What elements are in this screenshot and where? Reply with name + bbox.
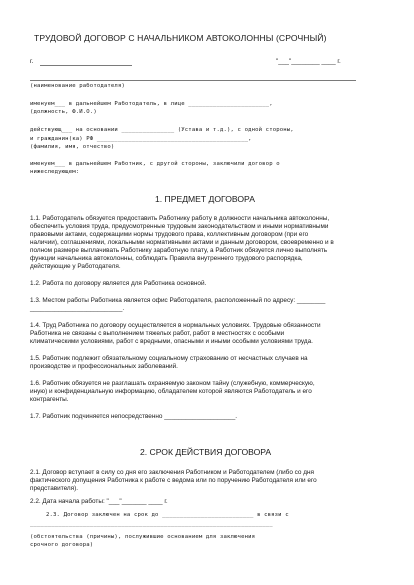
employer-caption: (наименование работодателя) (30, 83, 125, 89)
paragraph-line: правовыми актами, содержащими нормы трудового права, коллективным договором (при его (30, 231, 309, 238)
city-blank-line (40, 65, 132, 66)
paragraph-line: функции начальника автоколонны, соблюдать Правила внутреннего трудового распорядка, (30, 255, 303, 262)
document-title: ТРУДОВОЙ ДОГОВОР С НАЧАЛЬНИКОМ АВТОКОЛОННЫ (СРОЧНЫЙ) (34, 33, 327, 43)
paragraph-line: 1.5. Работник подлежит обязательному социальному страхованию от несчастных случаев на (30, 355, 308, 362)
paragraph-line: 1.4. Труд Работника по договору осуществляется в нормальных условиях. Трудовые обязанности (30, 322, 321, 329)
paragraph-1-2: 1.2. Работа по договору является для Работника основной. (30, 280, 207, 287)
intro-employer-line: именуем___ в дальнейшем Работодатель, в лице _______________________, (30, 101, 273, 107)
paragraph-line: производстве и профессиональных заболеваний. (30, 363, 178, 370)
paragraph-line: полном размере выплачивать Работнику заработную плату, а Работник обязуется лично выполнять (30, 247, 328, 254)
term-reason-caption: (обстоятельства (причины), послужившие основанием для заключения (30, 534, 256, 540)
paragraph-1-7: 1.7. Работник подчиняется непосредственно ____________________. (30, 413, 238, 420)
paragraph-line: действующие у Работодателя. (30, 263, 121, 270)
employer-name-line (30, 80, 356, 81)
paragraph-line: 1.6. Работник обязуется не разглашать охраняемую законом тайну (служебную, коммерческую, (30, 380, 315, 387)
representative-caption: (должность, Ф.И.О.) (30, 109, 97, 115)
paragraph-line: представителя). (30, 485, 79, 492)
intro-employee-line: и гражданин(ка) РФ ___________________________________________, (30, 136, 252, 142)
paragraph-line: 1.1. Работодатель обязуется предоставить Работнику работу в должности начальника автоколонны, (30, 215, 330, 222)
paragraph-2-3: 2.3. Договор заключен на срок до __________________________ в связи с (46, 512, 289, 518)
city-label: г. (30, 58, 34, 65)
paragraph-line: фактического допущения Работника к работе с ведома или по поручению Работодателя или его (30, 477, 317, 484)
paragraph-2-3-continuation: _____________________________________________________________________ (30, 521, 273, 527)
term-reason-caption-2: срочного договора) (30, 542, 94, 548)
paragraph-line: иную) и конфиденциальную информацию, обладателем которой являются Работодатель и его (30, 388, 312, 395)
paragraph-line: 2.1. Договор вступает в силу со дня его заключения Работником и Работодателем (либо со дня (30, 469, 314, 476)
intro-agreement-line-2: нижеследующем: (30, 169, 80, 175)
employee-caption: (фамилия, имя, отчество) (30, 144, 115, 150)
section-2-heading: 2. СРОК ДЕЙСТВИЯ ДОГОВОРА (140, 447, 272, 457)
paragraph-line: __________________________. (30, 305, 125, 312)
section-1-heading: 1. ПРЕДМЕТ ДОГОВОРА (155, 194, 255, 204)
contract-date: "___"________ ____ г. (276, 58, 341, 65)
paragraph-2-2: 2.2. Дата начала работы: "___"_______ ____ г. (30, 498, 168, 505)
paragraph-line: наличии), соглашениями, локальными нормативными актами и данным договором, своевременно и в (30, 239, 334, 246)
paragraph-line: Работника не связаны с выполнением тяжелых работ, работ в местностях с особыми (30, 330, 285, 337)
paragraph-line: контрагенты. (30, 396, 69, 403)
intro-basis-line: действующ___ на основании _______________ (Устава и т.д.), с одной стороны, (30, 127, 294, 133)
paragraph-line: климатическими условиями, работ с вредными, опасными и иными особыми условиями труда. (30, 338, 313, 345)
paragraph-line: обеспечить условия труда, предусмотренные трудовым законодательством и иными нормативными (30, 223, 329, 230)
intro-agreement-line: именуем___ в дальнейшем Работник, с другой стороны, заключили договор о (30, 161, 280, 167)
paragraph-line: 1.3. Местом работы Работника является офис Работодателя, расположенный по адресу: ________ (30, 297, 326, 304)
